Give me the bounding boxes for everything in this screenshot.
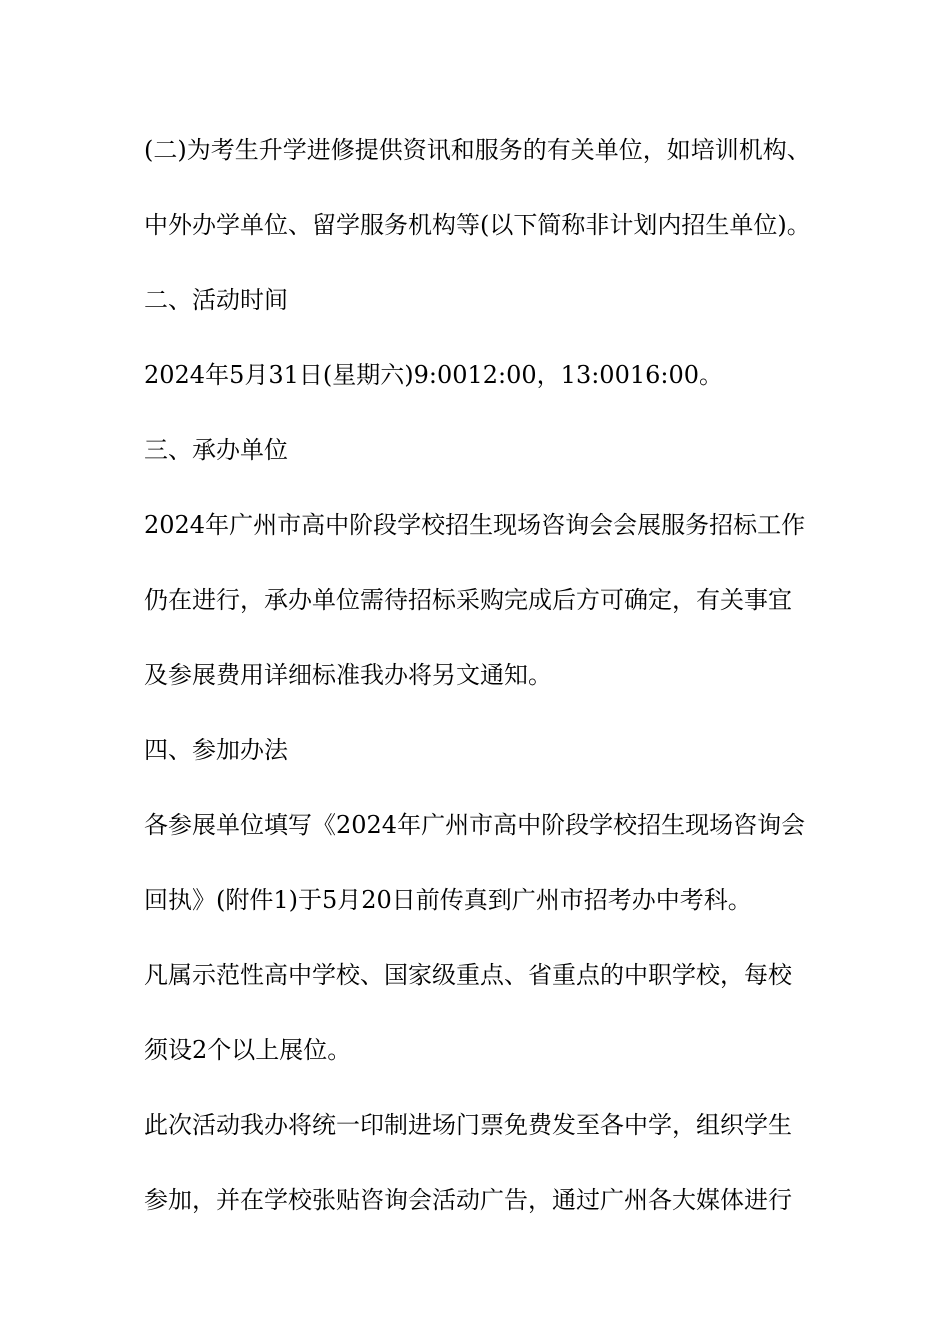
body-text-line: 此次活动我办将统一印制进场门票免费发至各中学，组织学生 — [144, 1111, 792, 1139]
body-text-line: 凡属示范性高中学校、国家级重点、省重点的中职学校，每校 — [144, 961, 792, 989]
section-heading: 四、参加办法 — [144, 736, 288, 764]
body-text-line: 2024年广州市高中阶段学校招生现场咨询会会展服务招标工作 — [144, 511, 806, 539]
body-text-line: 须设2个以上展位。 — [144, 1036, 352, 1064]
body-text-line: (二)为考生升学进修提供资讯和服务的有关单位，如培训机构、 — [144, 136, 811, 164]
body-text-line: 参加，并在学校张贴咨询会活动广告，通过广州各大媒体进行 — [144, 1186, 792, 1214]
body-text-line: 回执》(附件1)于5月20日前传真到广州市招考办中考科。 — [144, 886, 752, 914]
body-text-line: 2024年5月31日(星期六)9:0012:00，13:0016:00。 — [144, 361, 723, 389]
section-heading: 二、活动时间 — [144, 286, 288, 314]
section-heading: 三、承办单位 — [144, 436, 288, 464]
body-text-line: 各参展单位填写《2024年广州市高中阶段学校招生现场咨询会 — [144, 811, 806, 839]
body-text-line: 中外办学单位、留学服务机构等(以下简称非计划内招生单位)。 — [144, 211, 811, 239]
body-text-line: 及参展费用详细标准我办将另文通知。 — [144, 661, 552, 689]
body-text-line: 仍在进行，承办单位需待招标采购完成后方可确定，有关事宜 — [144, 586, 792, 614]
